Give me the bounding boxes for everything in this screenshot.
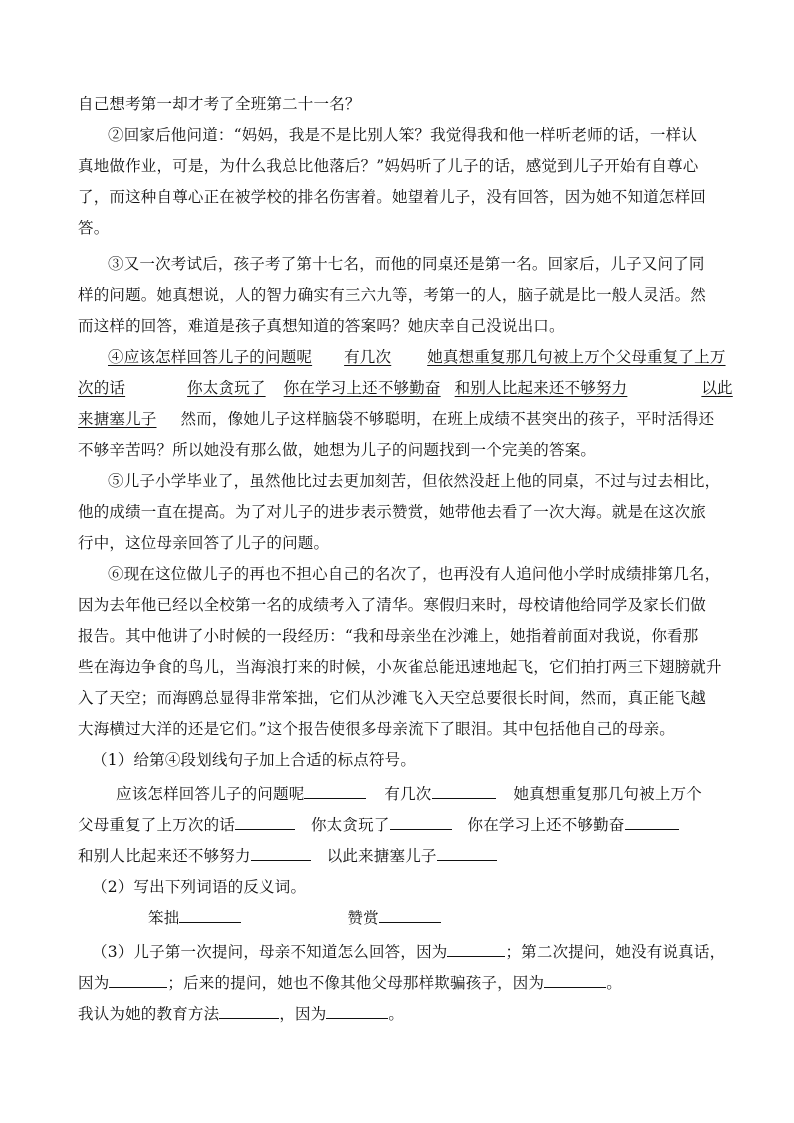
question-3-line-2: [78, 973, 622, 993]
question-text: ，因为: [279, 1005, 327, 1023]
paragraph-3-line: 样的问题。她真想说，人的智力确实有三六九等，考第一的人，脑子就是比一般人灵活。然: [78, 286, 707, 304]
answer-blank[interactable]: [235, 815, 295, 830]
question-text: 父母重复了上万次的话: [78, 816, 236, 834]
question-3-line-3: [78, 1004, 404, 1024]
underlined-segment: 你在学习上还不够勤奋: [283, 379, 441, 397]
question-text: 她真想重复那几句被上万个: [513, 785, 702, 803]
paragraph-6-line: 些在海边争食的鸟儿，当海浪打来的时候，小灰雀总能迅速地起飞，它们拍打两三下翅膀就升: [78, 658, 722, 676]
underlined-segment: 和别人比起来还不够努力: [454, 379, 628, 397]
question-text: ；第二次提问，她没有说真话，: [505, 943, 726, 961]
word-1: 笨拙: [148, 909, 180, 927]
question-text: 以此来搪塞儿子: [326, 847, 437, 865]
answer-blank[interactable]: [219, 1004, 279, 1019]
paragraph-5-line: 行中，这位母亲回答了儿子的问题。: [78, 534, 330, 552]
answer-blank[interactable]: [326, 1004, 388, 1019]
paragraph-6-line: 大海横过大洋的还是它们。”这个报告使很多母亲流下了眼泪。其中包括他自己的母亲。: [78, 720, 675, 738]
underlined-segment: 来搪塞儿子: [78, 410, 157, 428]
underlined-segment: 次的话: [78, 379, 126, 397]
answer-blank[interactable]: [179, 908, 241, 923]
question-1-line-1: [116, 784, 702, 804]
paragraph-1-tail: 自己想考第一却才考了全班第二十一名？: [78, 95, 361, 113]
question-text: 因为: [78, 974, 110, 992]
question-1-prompt: （1）给第④段划线句子加上合适的标点符号。: [92, 751, 417, 769]
paragraph-6-line: 因为去年他已经以全校第一名的成绩考入了清华。寒假归来时，母校请他给同学及家长们做: [78, 596, 707, 614]
paragraph-2-line: 答。: [78, 219, 110, 237]
paragraph-6-line: 入了天空；而海鸥总显得非常笨拙，它们从沙滩飞入天空总要很长时间，然而，真正能飞越: [78, 689, 707, 707]
paragraph-6-line: ⑥现在这位做儿子的再也不担心自己的名次了，也再没有人追问他小学时成绩排第几名，: [108, 565, 721, 583]
answer-blank[interactable]: [304, 784, 366, 799]
underlined-segment: 你太贪玩了: [187, 379, 266, 397]
underlined-segment: 有几次: [344, 348, 392, 366]
answer-blank[interactable]: [109, 973, 167, 988]
question-text: 。: [606, 974, 622, 992]
question-text: 有几次: [384, 785, 432, 803]
question-text: 你在学习上还不够勤奋: [467, 816, 625, 834]
paragraph-4-line-3: [78, 409, 714, 429]
underlined-segment: 以此: [701, 379, 733, 397]
answer-blank[interactable]: [432, 784, 496, 799]
underlined-segment: ④应该怎样回答儿子的问题呢: [108, 348, 313, 366]
paragraph-2-line: 了，而这种自尊心正在被学校的排名伤害着。她望着儿子，没有回答，因为她不知道怎样回: [78, 188, 707, 206]
answer-blank[interactable]: [625, 815, 679, 830]
paragraph-3-line: 而这样的回答，难道是孩子真想知道的答案吗？她庆幸自己没说出口。: [78, 317, 565, 335]
question-text: 你太贪玩了: [311, 816, 390, 834]
paragraph-5-line: ⑤儿子小学毕业了，虽然他比过去更加刻苦，但依然没赶上他的同桌，不过与过去相比，: [108, 472, 721, 490]
paragraph-4-line-4: 不够辛苦吗？所以她没有那么做，她想为儿子的问题找到一个完美的答案。: [78, 441, 597, 459]
paragraph-3-line: ③又一次考试后，孩子考了第十七名，而他的同桌还是第一名。回家后，儿子又问了同: [108, 255, 705, 273]
answer-blank[interactable]: [251, 846, 311, 861]
question-text: 应该怎样回答儿子的问题呢: [116, 785, 305, 803]
answer-blank[interactable]: [544, 973, 606, 988]
paragraph-4-line-1: [108, 347, 726, 367]
question-1-line-2: [78, 815, 679, 835]
paragraph-4-text: 然而，像她儿子这样脑袋不够聪明，在班上成绩不甚突出的孩子，平时活得还: [180, 410, 715, 428]
word-2: 赞赏: [347, 909, 379, 927]
question-1-line-3: [78, 846, 497, 866]
question-text: 。: [388, 1005, 405, 1023]
question-text: （3）儿子第一次提问，母亲不知道怎么回答，因为: [92, 943, 448, 961]
answer-blank[interactable]: [390, 815, 452, 830]
question-2-words: [148, 908, 441, 928]
paragraph-4-line-2: [78, 378, 733, 398]
question-3-line-1: [92, 942, 725, 962]
paragraph-5-line: 他的成绩一直在提高。为了对儿子的进步表示赞赏，她带他去看了一次大海。就是在这次旅: [78, 503, 707, 521]
underlined-segment: 她真想重复那几句被上万个父母重复了上万: [427, 348, 726, 366]
question-text: 我认为她的教育方法: [78, 1005, 220, 1023]
paragraph-2-line: ②回家后他问道：“妈妈，我是不是比别人笨？我觉得我和他一样听老师的话，一样认: [108, 126, 698, 144]
paragraph-2-line: 真地做作业，可是，为什么我总比他落后？”妈妈听了儿子的话，感觉到儿子开始有自尊心: [78, 157, 699, 175]
answer-blank[interactable]: [447, 942, 505, 957]
question-text: 和别人比起来还不够努力: [78, 847, 251, 865]
paragraph-6-line: 报告。其中他讲了小时候的一段经历：“我和母亲坐在沙滩上，她指着前面对我说，你看那: [78, 627, 699, 645]
answer-blank[interactable]: [379, 908, 441, 923]
question-text: ；后来的提问，她也不像其他父母那样欺骗孩子，因为: [167, 974, 545, 992]
question-2-prompt: （2）写出下列词语的反义词。: [92, 878, 307, 896]
answer-blank[interactable]: [437, 846, 497, 861]
